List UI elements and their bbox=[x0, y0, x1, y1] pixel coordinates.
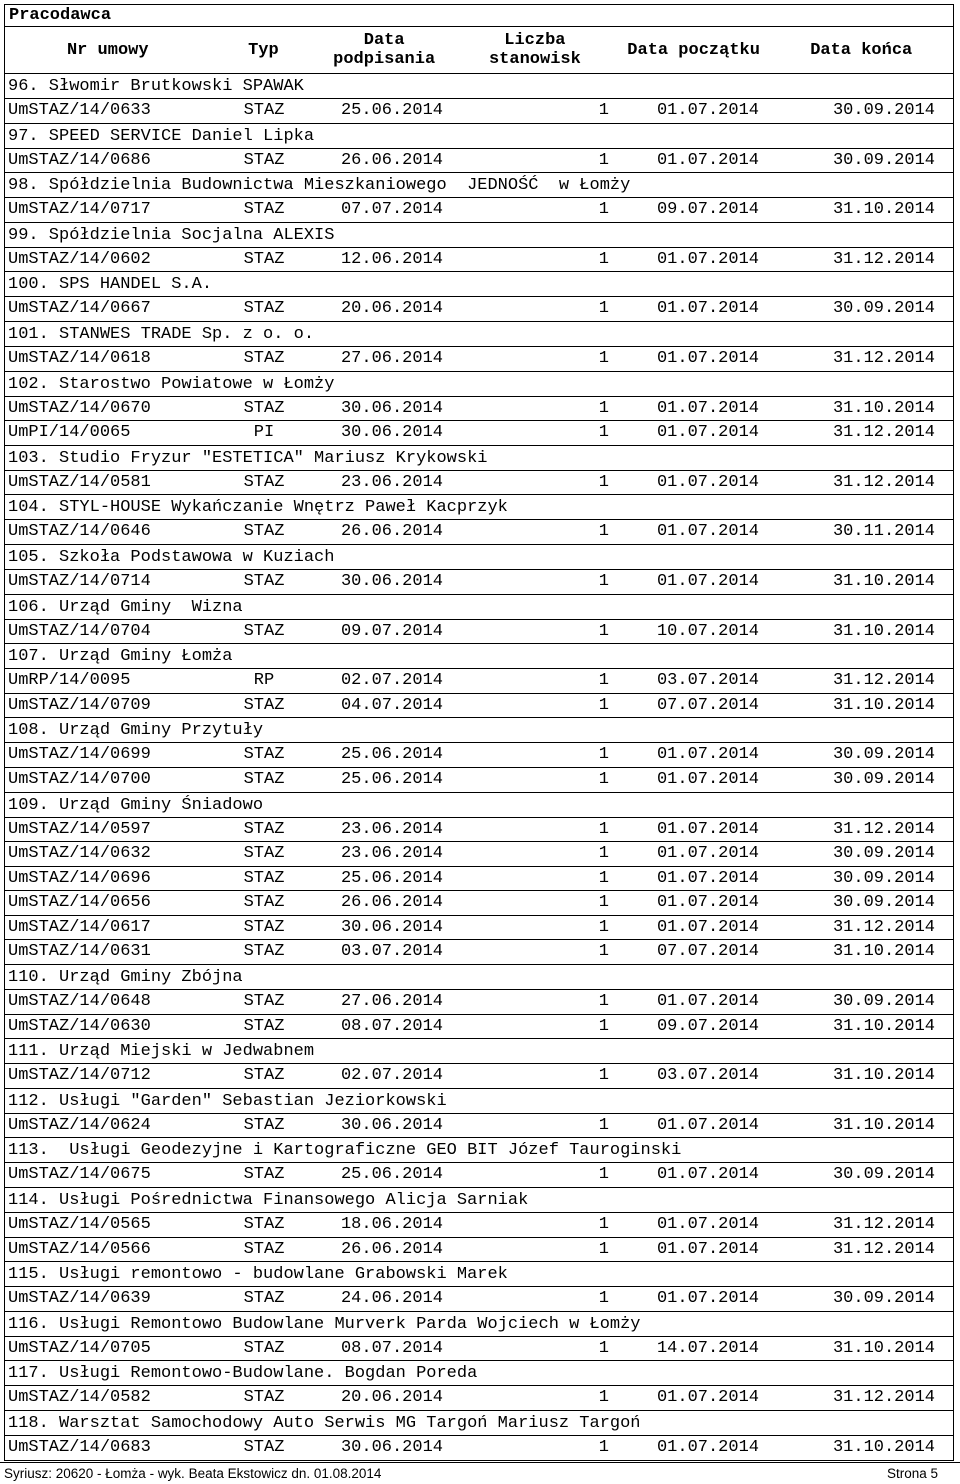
contract-number: UmSTAZ/14/0686 bbox=[8, 150, 151, 170]
end-date: 31.10.2014 bbox=[832, 571, 935, 591]
signing-date: 25.06.2014 bbox=[340, 1165, 443, 1185]
end-date: 31.12.2014 bbox=[832, 1239, 935, 1259]
employer-name: 111. Urząd Miejski w Jedwabnem bbox=[4, 1039, 954, 1064]
start-date: 01.07.2014 bbox=[656, 1115, 759, 1135]
end-date: 31.12.2014 bbox=[832, 671, 935, 691]
contract-number: UmSTAZ/14/0700 bbox=[8, 769, 151, 789]
positions-count: 1 bbox=[598, 1438, 609, 1457]
contract-type: STAZ bbox=[243, 571, 285, 591]
contract-type: STAZ bbox=[243, 769, 285, 789]
end-date: 31.10.2014 bbox=[832, 398, 935, 418]
signing-date: 30.06.2014 bbox=[340, 917, 443, 937]
employer-name: 110. Urząd Gminy Zbójna bbox=[4, 965, 954, 990]
positions-count: 1 bbox=[598, 299, 609, 319]
contract-type: STAZ bbox=[243, 1239, 285, 1259]
table-row bbox=[4, 743, 954, 768]
contract-type: RP bbox=[253, 671, 275, 691]
end-date: 30.09.2014 bbox=[832, 868, 935, 888]
contract-number: UmSTAZ/14/0712 bbox=[8, 1066, 151, 1086]
start-date: 07.07.2014 bbox=[656, 942, 759, 962]
contract-type: STAZ bbox=[243, 200, 285, 220]
start-date: 01.07.2014 bbox=[656, 844, 759, 864]
contract-type: STAZ bbox=[243, 1066, 285, 1086]
contract-number: UmSTAZ/14/0631 bbox=[8, 942, 151, 962]
end-date: 31.10.2014 bbox=[832, 1115, 935, 1135]
employer-name: 114. Usługi Pośrednictwa Finansowego Alicja Sarniak bbox=[4, 1188, 954, 1213]
contract-number: UmSTAZ/14/0624 bbox=[8, 1115, 151, 1135]
contract-number: UmSTAZ/14/0633 bbox=[8, 101, 151, 120]
employer-name: 101. STANWES TRADE Sp. z o. o. bbox=[4, 322, 954, 347]
signing-date: 30.06.2014 bbox=[340, 398, 443, 418]
contract-number: UmSTAZ/14/0630 bbox=[8, 1016, 151, 1036]
employer-name: 100. SPS HANDEL S.A. bbox=[4, 272, 954, 297]
contract-number: UmSTAZ/14/0597 bbox=[8, 819, 151, 839]
start-date: 01.07.2014 bbox=[656, 299, 759, 319]
contract-type: STAZ bbox=[243, 868, 285, 888]
table-row bbox=[4, 620, 954, 645]
employer-name: 108. Urząd Gminy Przytuły bbox=[4, 718, 954, 743]
table-title: Pracodawca bbox=[4, 4, 954, 26]
contract-type: STAZ bbox=[243, 745, 285, 765]
contract-type: STAZ bbox=[243, 1215, 285, 1235]
column-header-start-date: Data początku bbox=[627, 40, 760, 60]
contract-number: UmSTAZ/14/0602 bbox=[8, 249, 151, 269]
contract-type: STAZ bbox=[243, 695, 285, 715]
table-row bbox=[4, 1064, 954, 1089]
positions-count: 1 bbox=[598, 101, 609, 120]
signing-date: 23.06.2014 bbox=[340, 472, 443, 492]
positions-count: 1 bbox=[598, 1338, 609, 1358]
table-row bbox=[4, 891, 954, 916]
positions-count: 1 bbox=[598, 200, 609, 220]
end-date: 31.10.2014 bbox=[832, 942, 935, 962]
positions-count: 1 bbox=[598, 745, 609, 765]
end-date: 31.12.2014 bbox=[832, 1388, 935, 1408]
start-date: 01.07.2014 bbox=[656, 868, 759, 888]
positions-count: 1 bbox=[598, 1066, 609, 1086]
positions-count: 1 bbox=[598, 423, 609, 443]
table-row bbox=[4, 1386, 954, 1411]
positions-count: 1 bbox=[598, 1115, 609, 1135]
end-date: 30.09.2014 bbox=[832, 844, 935, 864]
contract-type: STAZ bbox=[243, 819, 285, 839]
signing-date: 26.06.2014 bbox=[340, 1239, 443, 1259]
employer-name: 116. Usługi Remontowo Budowlane Murverk Parda Wojciech w Łomży bbox=[4, 1312, 954, 1337]
table-row bbox=[4, 842, 954, 867]
positions-count: 1 bbox=[598, 1388, 609, 1408]
positions-count: 1 bbox=[598, 671, 609, 691]
contract-number: UmSTAZ/14/0566 bbox=[8, 1239, 151, 1259]
end-date: 30.09.2014 bbox=[832, 893, 935, 913]
table-row bbox=[4, 1213, 954, 1238]
end-date: 31.12.2014 bbox=[832, 249, 935, 269]
table-row bbox=[4, 940, 954, 965]
signing-date: 08.07.2014 bbox=[340, 1338, 443, 1358]
positions-count: 1 bbox=[598, 917, 609, 937]
positions-count: 1 bbox=[598, 893, 609, 913]
end-date: 30.09.2014 bbox=[832, 745, 935, 765]
table-row bbox=[4, 694, 954, 719]
table-row bbox=[4, 397, 954, 422]
positions-count: 1 bbox=[598, 1289, 609, 1309]
start-date: 01.07.2014 bbox=[656, 571, 759, 591]
signing-date: 25.06.2014 bbox=[340, 868, 443, 888]
contract-type: STAZ bbox=[243, 1289, 285, 1309]
employer-name: 105. Szkoła Podstawowa w Kuziach bbox=[4, 545, 954, 570]
contract-number: UmSTAZ/14/0705 bbox=[8, 1338, 151, 1358]
signing-date: 30.06.2014 bbox=[340, 571, 443, 591]
contract-number: UmSTAZ/14/0704 bbox=[8, 621, 151, 641]
positions-count: 1 bbox=[598, 1016, 609, 1036]
signing-date: 30.06.2014 bbox=[340, 1115, 443, 1135]
positions-count: 1 bbox=[598, 150, 609, 170]
start-date: 01.07.2014 bbox=[656, 398, 759, 418]
table-row bbox=[4, 149, 954, 174]
signing-date: 23.06.2014 bbox=[340, 819, 443, 839]
start-date: 01.07.2014 bbox=[656, 348, 759, 368]
signing-date: 20.06.2014 bbox=[340, 299, 443, 319]
contract-number: UmSTAZ/14/0714 bbox=[8, 571, 151, 591]
employer-name: 117. Usługi Remontowo-Budowlane. Bogdan Poreda bbox=[4, 1361, 954, 1386]
table-row bbox=[4, 347, 954, 372]
contract-number: UmSTAZ/14/0582 bbox=[8, 1388, 151, 1408]
contract-number: UmSTAZ/14/0581 bbox=[8, 472, 151, 492]
employer-name: 106. Urząd Gminy Wizna bbox=[4, 595, 954, 620]
contract-number: UmSTAZ/14/0565 bbox=[8, 1215, 151, 1235]
column-header-type: Typ bbox=[248, 40, 279, 60]
contract-number: UmSTAZ/14/0670 bbox=[8, 398, 151, 418]
signing-date: 26.06.2014 bbox=[340, 522, 443, 542]
page-footer bbox=[0, 1462, 960, 1484]
contract-type: STAZ bbox=[243, 472, 285, 492]
positions-count: 1 bbox=[598, 522, 609, 542]
signing-date: 18.06.2014 bbox=[340, 1215, 443, 1235]
end-date: 31.10.2014 bbox=[832, 200, 935, 220]
contract-number: UmSTAZ/14/0618 bbox=[8, 348, 151, 368]
contract-number: UmPI/14/0065 bbox=[8, 423, 131, 443]
end-date: 31.12.2014 bbox=[832, 819, 935, 839]
table-header-row bbox=[4, 26, 954, 74]
contract-type: STAZ bbox=[243, 249, 285, 269]
end-date: 31.10.2014 bbox=[832, 1066, 935, 1086]
table-row bbox=[4, 1287, 954, 1312]
start-date: 01.07.2014 bbox=[656, 522, 759, 542]
end-date: 30.09.2014 bbox=[832, 1289, 935, 1309]
contract-type: STAZ bbox=[243, 1388, 285, 1408]
footer-info: Syriusz: 20620 - Łomża - wyk. Beata Ekstowicz dn. 01.08.2014 bbox=[4, 1466, 382, 1481]
employer-name: 113. Usługi Geodezyjne i Kartograficzne GEO BIT Józef Tauroginski bbox=[4, 1138, 954, 1163]
table-row bbox=[4, 1337, 954, 1362]
table-row bbox=[4, 471, 954, 496]
contract-number: UmSTAZ/14/0699 bbox=[8, 745, 151, 765]
positions-count: 1 bbox=[598, 819, 609, 839]
positions-count: 1 bbox=[598, 249, 609, 269]
start-date: 01.07.2014 bbox=[656, 769, 759, 789]
positions-count: 1 bbox=[598, 769, 609, 789]
end-date: 31.10.2014 bbox=[832, 695, 935, 715]
contract-type: STAZ bbox=[243, 1165, 285, 1185]
table-row bbox=[4, 297, 954, 322]
positions-count: 1 bbox=[598, 348, 609, 368]
table-row bbox=[4, 520, 954, 545]
positions-count: 1 bbox=[598, 942, 609, 962]
contract-type: STAZ bbox=[243, 992, 285, 1012]
employer-name: 98. Spółdzielnia Budownictwa Mieszkaniowego JEDNOŚĆ w Łomży bbox=[4, 173, 954, 198]
start-date: 14.07.2014 bbox=[656, 1338, 759, 1358]
start-date: 10.07.2014 bbox=[656, 621, 759, 641]
positions-count: 1 bbox=[598, 1239, 609, 1259]
table-row bbox=[4, 818, 954, 843]
signing-date: 26.06.2014 bbox=[340, 150, 443, 170]
signing-date: 02.07.2014 bbox=[340, 671, 443, 691]
contract-number: UmSTAZ/14/0667 bbox=[8, 299, 151, 319]
positions-count: 1 bbox=[598, 844, 609, 864]
start-date: 09.07.2014 bbox=[656, 1016, 759, 1036]
signing-date: 04.07.2014 bbox=[340, 695, 443, 715]
table-row bbox=[4, 1436, 954, 1461]
footer-divider bbox=[0, 1462, 960, 1463]
column-header-positions: Liczba stanowisk bbox=[488, 31, 581, 69]
page-number: Strona 5 bbox=[886, 1466, 938, 1481]
end-date: 30.09.2014 bbox=[832, 992, 935, 1012]
start-date: 03.07.2014 bbox=[656, 671, 759, 691]
start-date: 01.07.2014 bbox=[656, 1388, 759, 1408]
contract-number: UmSTAZ/14/0683 bbox=[8, 1438, 151, 1457]
contract-type: STAZ bbox=[243, 1115, 285, 1135]
positions-count: 1 bbox=[598, 398, 609, 418]
signing-date: 25.06.2014 bbox=[340, 745, 443, 765]
contract-type: STAZ bbox=[243, 299, 285, 319]
table-row bbox=[4, 867, 954, 892]
start-date: 09.07.2014 bbox=[656, 200, 759, 220]
contract-number: UmSTAZ/14/0696 bbox=[8, 868, 151, 888]
contract-type: PI bbox=[253, 423, 275, 443]
contract-type: STAZ bbox=[243, 917, 285, 937]
table-row bbox=[4, 421, 954, 446]
contract-number: UmSTAZ/14/0646 bbox=[8, 522, 151, 542]
column-header-signing-date: Data podpisania bbox=[333, 31, 436, 69]
start-date: 01.07.2014 bbox=[656, 472, 759, 492]
signing-date: 23.06.2014 bbox=[340, 844, 443, 864]
contract-type: STAZ bbox=[243, 150, 285, 170]
employer-name: 97. SPEED SERVICE Daniel Lipka bbox=[4, 124, 954, 149]
signing-date: 27.06.2014 bbox=[340, 348, 443, 368]
employer-name: 104. STYL-HOUSE Wykańczanie Wnętrz Paweł Kacprzyk bbox=[4, 495, 954, 520]
contract-number: UmRP/14/0095 bbox=[8, 671, 131, 691]
end-date: 30.09.2014 bbox=[832, 769, 935, 789]
table-row bbox=[4, 1238, 954, 1263]
table-body bbox=[4, 74, 954, 1461]
contract-number: UmSTAZ/14/0648 bbox=[8, 992, 151, 1012]
signing-date: 02.07.2014 bbox=[340, 1066, 443, 1086]
signing-date: 25.06.2014 bbox=[340, 769, 443, 789]
start-date: 01.07.2014 bbox=[656, 992, 759, 1012]
employer-name: 112. Usługi "Garden" Sebastian Jeziorkowski bbox=[4, 1089, 954, 1114]
end-date: 31.10.2014 bbox=[832, 621, 935, 641]
start-date: 01.07.2014 bbox=[656, 1289, 759, 1309]
contract-number: UmSTAZ/14/0709 bbox=[8, 695, 151, 715]
start-date: 01.07.2014 bbox=[656, 1438, 759, 1457]
end-date: 30.09.2014 bbox=[832, 1165, 935, 1185]
start-date: 01.07.2014 bbox=[656, 1215, 759, 1235]
table-row bbox=[4, 1163, 954, 1188]
contract-number: UmSTAZ/14/0617 bbox=[8, 917, 151, 937]
employer-name: 99. Spółdzielnia Socjalna ALEXIS bbox=[4, 223, 954, 248]
start-date: 01.07.2014 bbox=[656, 249, 759, 269]
contract-type: STAZ bbox=[243, 621, 285, 641]
end-date: 31.10.2014 bbox=[832, 1016, 935, 1036]
signing-date: 26.06.2014 bbox=[340, 893, 443, 913]
start-date: 01.07.2014 bbox=[656, 423, 759, 443]
contract-type: STAZ bbox=[243, 348, 285, 368]
employer-name: 118. Warsztat Samochodowy Auto Serwis MG Targoń Mariusz Targoń bbox=[4, 1411, 954, 1436]
end-date: 30.11.2014 bbox=[832, 522, 935, 542]
employer-name: 103. Studio Fryzur "ESTETICA" Mariusz Krykowski bbox=[4, 446, 954, 471]
end-date: 31.10.2014 bbox=[832, 1338, 935, 1358]
employer-name: 107. Urząd Gminy Łomża bbox=[4, 644, 954, 669]
end-date: 31.12.2014 bbox=[832, 348, 935, 368]
positions-count: 1 bbox=[598, 868, 609, 888]
contract-type: STAZ bbox=[243, 1438, 285, 1457]
positions-count: 1 bbox=[598, 1215, 609, 1235]
start-date: 01.07.2014 bbox=[656, 745, 759, 765]
contract-number: UmSTAZ/14/0656 bbox=[8, 893, 151, 913]
start-date: 01.07.2014 bbox=[656, 917, 759, 937]
signing-date: 25.06.2014 bbox=[340, 101, 443, 120]
contract-type: STAZ bbox=[243, 942, 285, 962]
table-row bbox=[4, 669, 954, 694]
contracts-table bbox=[4, 4, 954, 1461]
start-date: 07.07.2014 bbox=[656, 695, 759, 715]
employer-name: 96. Słwomir Brutkowski SPAWAK bbox=[4, 74, 954, 99]
contract-type: STAZ bbox=[243, 398, 285, 418]
signing-date: 12.06.2014 bbox=[340, 249, 443, 269]
end-date: 30.09.2014 bbox=[832, 101, 935, 120]
table-row bbox=[4, 198, 954, 223]
table-row bbox=[4, 916, 954, 941]
signing-date: 24.06.2014 bbox=[340, 1289, 443, 1309]
employer-name: 102. Starostwo Powiatowe w Łomży bbox=[4, 372, 954, 397]
end-date: 31.10.2014 bbox=[832, 1438, 935, 1457]
end-date: 30.09.2014 bbox=[832, 299, 935, 319]
positions-count: 1 bbox=[598, 695, 609, 715]
signing-date: 30.06.2014 bbox=[340, 1438, 443, 1457]
column-header-contract-number: Nr umowy bbox=[66, 40, 149, 60]
contract-number: UmSTAZ/14/0675 bbox=[8, 1165, 151, 1185]
end-date: 30.09.2014 bbox=[832, 150, 935, 170]
table-row bbox=[4, 1015, 954, 1040]
end-date: 31.12.2014 bbox=[832, 472, 935, 492]
positions-count: 1 bbox=[598, 621, 609, 641]
employer-name: 109. Urząd Gminy Śniadowo bbox=[4, 793, 954, 818]
table-row bbox=[4, 99, 954, 124]
end-date: 31.12.2014 bbox=[832, 1215, 935, 1235]
signing-date: 09.07.2014 bbox=[340, 621, 443, 641]
start-date: 01.07.2014 bbox=[656, 101, 759, 120]
table-row bbox=[4, 768, 954, 793]
end-date: 31.12.2014 bbox=[832, 917, 935, 937]
table-row bbox=[4, 248, 954, 273]
start-date: 01.07.2014 bbox=[656, 150, 759, 170]
positions-count: 1 bbox=[598, 1165, 609, 1185]
start-date: 01.07.2014 bbox=[656, 1165, 759, 1185]
contract-type: STAZ bbox=[243, 893, 285, 913]
contract-type: STAZ bbox=[243, 1338, 285, 1358]
end-date: 31.12.2014 bbox=[832, 423, 935, 443]
signing-date: 30.06.2014 bbox=[340, 423, 443, 443]
positions-count: 1 bbox=[598, 571, 609, 591]
start-date: 01.07.2014 bbox=[656, 819, 759, 839]
table-row bbox=[4, 570, 954, 595]
table-row bbox=[4, 1114, 954, 1139]
start-date: 01.07.2014 bbox=[656, 1239, 759, 1259]
signing-date: 08.07.2014 bbox=[340, 1016, 443, 1036]
contract-number: UmSTAZ/14/0632 bbox=[8, 844, 151, 864]
positions-count: 1 bbox=[598, 992, 609, 1012]
employer-name: 115. Usługi remontowo - budowlane Grabowski Marek bbox=[4, 1262, 954, 1287]
contract-type: STAZ bbox=[243, 101, 285, 120]
signing-date: 20.06.2014 bbox=[340, 1388, 443, 1408]
signing-date: 27.06.2014 bbox=[340, 992, 443, 1012]
positions-count: 1 bbox=[598, 472, 609, 492]
signing-date: 07.07.2014 bbox=[340, 200, 443, 220]
contract-type: STAZ bbox=[243, 522, 285, 542]
contract-number: UmSTAZ/14/0717 bbox=[8, 200, 151, 220]
column-header-end-date: Data końca bbox=[810, 40, 913, 60]
signing-date: 03.07.2014 bbox=[340, 942, 443, 962]
table-row bbox=[4, 990, 954, 1015]
start-date: 03.07.2014 bbox=[656, 1066, 759, 1086]
contract-number: UmSTAZ/14/0639 bbox=[8, 1289, 151, 1309]
contract-type: STAZ bbox=[243, 844, 285, 864]
contract-type: STAZ bbox=[243, 1016, 285, 1036]
start-date: 01.07.2014 bbox=[656, 893, 759, 913]
